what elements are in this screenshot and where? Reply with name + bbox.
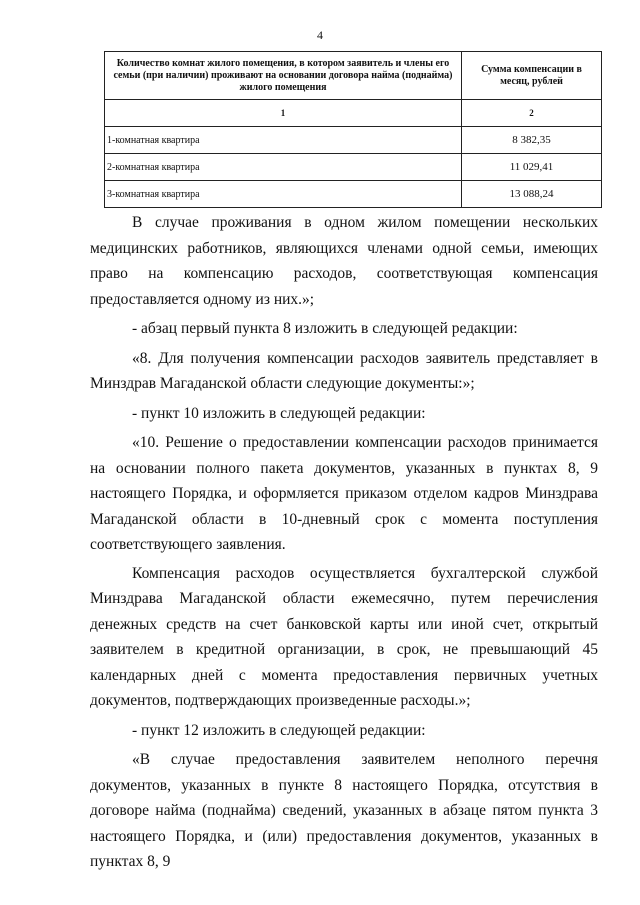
rooms-cell: 1-комнатная квартира [105,127,462,154]
column-number-1: 1 [105,100,462,127]
document-body [90,210,598,875]
paragraph-point-8: «8. Для получения компенсации расходов заявитель представляет в Минздрав Магаданской области следующие документы:»; [90,349,598,392]
paragraph-point-12: «В случае предоставления заявителем неполного перечня документов, указанных в пункте 8 настоящего Порядка, отсутствия в договоре найма (поднайма) сведений, указанных в абзаце пятом пункта 3 настоящего Порядка, и (или) предоставления документов, указанных в пунктах 8, 9 [90,751,598,870]
table-header-row [105,52,602,100]
header-rooms: Количество комнат жилого помещения, в котором заявитель и члены его семьи (при наличии) проживают на основании договора найма (поднайма) жилого помещения [105,52,462,100]
paragraph-family-compensation: В случае проживания в одном жилом помещении нескольких медицинских работников, являющихся членами одной семьи, имеющих право на компенсацию расходов, соответствующая компенсация предоставляется одному из них.»; [90,214,598,308]
table-row [105,127,602,154]
amount-cell: 13 088,24 [462,181,602,208]
paragraph-amend-point-12: - пункт 12 изложить в следующей редакции: [132,721,426,739]
paragraph-payment: Компенсация расходов осуществляется бухгалтерской службой Минздрава Магаданской области ежемесячно, путем перечисления денежных средств на счет банковской карты или иной счет, открытый заявителем в кредитной организации, в срок, не превышающий 45 календарных дней с момента предоставления первичных учетных документов, подтверждающих произведенные расходы.»; [90,564,598,709]
table-row [105,181,602,208]
paragraph-amend-point-10: - пункт 10 изложить в следующей редакции: [132,404,426,422]
compensation-table [104,51,602,208]
rooms-cell: 2-комнатная квартира [105,154,462,181]
rooms-cell: 3-комнатная квартира [105,181,462,208]
amount-cell: 11 029,41 [462,154,602,181]
paragraph-amend-point-8: - абзац первый пункта 8 изложить в следующей редакции: [132,320,518,337]
table-row [105,154,602,181]
column-number-row [105,100,602,127]
amount-cell: 8 382,35 [462,127,602,154]
column-number-2: 2 [462,100,602,127]
header-amount: Сумма компенсации в месяц, рублей [462,52,602,100]
page-number: 4 [317,28,323,42]
paragraph-point-10: «10. Решение о предоставлении компенсации расходов принимается на основании полного пакета документов, указанных в пунктах 8, 9 настоящего Порядка, и оформляется приказом отделом кадров Минздрава Магаданской области в 10-дневный срок с момента поступления соответствующего заявления. [90,434,598,553]
